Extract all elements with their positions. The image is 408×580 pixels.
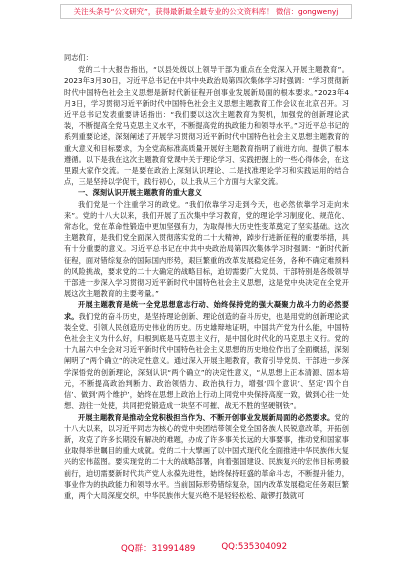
document-body bbox=[64, 52, 349, 501]
paragraph-unity bbox=[64, 299, 349, 411]
paragraph-learning: 我们党是一个注重学习的政党。“我们依靠学习走到今天，也必然依靠学习走向未来”。党的十八大以来，我们开展了五次集中学习教育，党的理论学习制度化、规范化、常态化，党在革命性锻造中更加坚强有力，为取得伟大历史性变革奠定了坚实基础。这次主题教育，是我们党全面深入贯彻落实党的二十大精神，踔步行进新征程的重要举措，具有十分重要的意义。习近平总书记在中共中央政治局第四次集体学习时强调：“新时代新征程，面对错综复杂的国际国内形势，艰巨繁重的改革发展稳定任务，各种不确定难预料的风险挑战，要求党的二十大确定的战略目标，迫切需要广大党员、干部特别是各级领导干部进一步深入学习贯彻习近平新时代中国特色社会主义思想，这是党中央决定在全党开展这次主题教育的主要考量。” bbox=[64, 199, 349, 299]
section-heading-1: 一、深刻认识开展主题教育的重大意义 bbox=[78, 188, 202, 198]
paragraph-development-body: 党的十八大以来，以习近平同志为核心的党中央团结带领全党全国各族人民锐意改革，开拓创新，攻克了许多长期没有解决的难题，办成了许多事关长远的大事要事，推动党和国家事业取得举世瞩目的重大成就。党的二十大擘画了以中国式现代化全面推进中华民族伟大复兴的宏伟蓝图。要实现党的二十大的战略部署，向着强国建设、民族复兴的宏伟目标勇毅前行，迫切需要新时代共产党人永葆先进性，始终保持旺盛的革命斗志，不断提升能力，事业作为的执政能力和领导水平。当前国际形势错综复杂，国内改革发展稳定任务艰巨繁重，两个大局深度交织，中华民族伟大复兴绝不是轻轻松松、敲锣打鼓就可 bbox=[64, 412, 349, 500]
paragraph-development-lead: 开展主题教育是推动全党积极担当作为、不断开创事业发展新局面的必然要求。 bbox=[78, 412, 335, 422]
banner-text: 关注头条号“公文研究”，获得最新最全最专业的公文资料库！ 微信：gongwenyj bbox=[73, 7, 339, 16]
paragraph-development bbox=[64, 412, 349, 502]
top-banner bbox=[60, 4, 352, 19]
footer-qq: QQ:535304092 bbox=[221, 542, 288, 552]
salutation: 同志们： bbox=[64, 53, 93, 62]
footer-qq-group: QQ群：31991489 bbox=[120, 544, 196, 554]
footer bbox=[0, 542, 408, 554]
paragraph-unity-lead: 开展主题教育是统一全党思想意志行动、始终保持党的强大凝聚力战斗力的必然要求。 bbox=[64, 300, 349, 321]
paragraph-intro: 党的二十大报告指出，“以县处级以上领导干部为重点在全党深入开展主题教育”。2023年3月30日，习近平总书记在中共中央政治局第四次集体学习时强调：“学习贯彻新时代中国特色社会主义思想是新时代新征程开创事业发展新局面的根本要求。”2023年4月3日，学习贯彻习近平新时代中国特色社会主义思想主题教育工作会议在北京召开。习近平总书记发表重要讲话指出：“我们要以这次主题教育为契机，加强党的创新理论武装，不断提高全党马克思主义水平，不断提高党的执政能力和领导水平。”习近平总书记的系列重要论述，深刻阐述了开展学习贯彻习近平新时代中国特色社会主义思想主题教育的重大意义和目标要求，为全党高标准高质量开展好主题教育指明了前进方向、提供了根本遵循。以下是我在这次主题教育党课中关于理论学习、实践把握上的一些心得体会，在这里跟大家作交流。一是要在政治上深刻认识理论、二是找准理论学习和实践运用的结合点，三是坚持以学促干，践行初心，以上我从三个方面与大家交流。 bbox=[64, 65, 349, 187]
paragraph-unity-body: 我们党的奋斗历史，是坚持理论创新、理论创造的奋斗历史，也是用党的创新理论武装全党、引领人民创造历史伟业的历史。历史雄辩地证明，中国共产党为什么能，中国特色社会主义为什么好，归根到底是马克思主义行，是中国化时代化的马克思主义行。党的十九届六中全会对习近平新时代中国特色社会主义思想的历史地位作出了全面概括，深刻阐明了“两个确立”的决定性意义。通过深入开展主题教育，教育引导党员、干部进一步深学深悟党的创新理论，深刻认识“两个确立”的决定性意义，“从思想上正本清源、固本培元，不断提高政治判断力、政治领悟力、政治执行力，增强‘四个意识’、坚定‘四个自信’、做到‘两个维护’，始终在思想上政治上行动上同党中央保持高度一致，做到心往一处想、劲往一处使，共同把党锻造成一块坚不可摧、战无不胜的坚硬钢铁”。 bbox=[64, 311, 349, 411]
